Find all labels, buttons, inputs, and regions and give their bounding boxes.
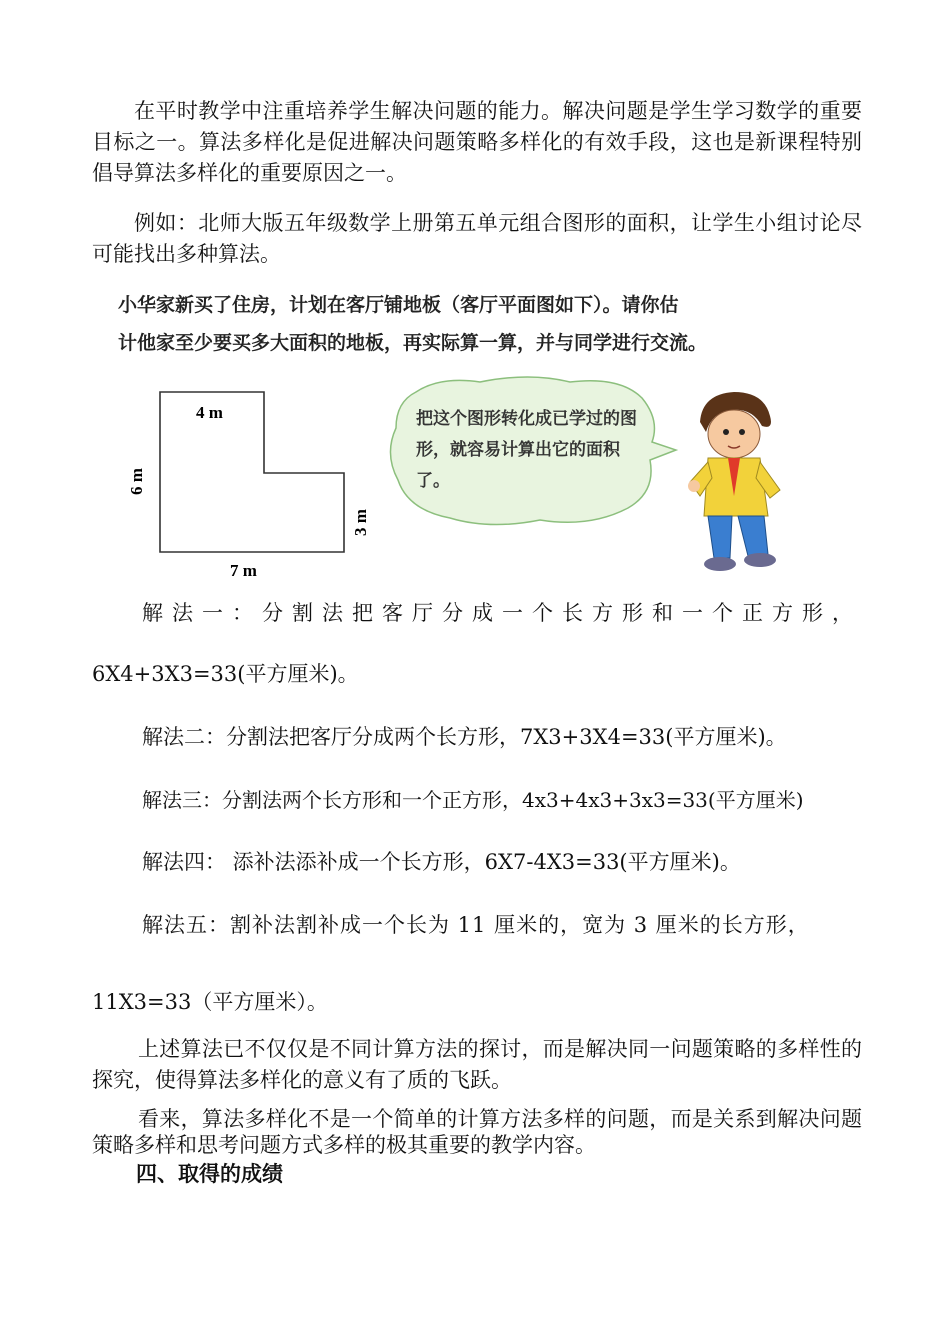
solution-1-line1: 解法一：分割法把客厅分成一个长方形和一个正方形，	[142, 601, 862, 625]
boy-illustration	[682, 386, 792, 576]
paragraph-example: 例如：北师大版五年级数学上册第五单元组合图形的面积，让学生小组讨论尽可能找出多种算法。	[92, 211, 862, 266]
floor-plan-figure	[120, 380, 380, 585]
label-top: 4 m	[196, 403, 223, 422]
paragraph-conclusion: 看来，算法多样化不是一个简单的计算方法多样的问题，而是关系到解决问题策略多样和思考问题方式多样的极其重要的教学内容。	[92, 1107, 862, 1157]
paragraph-summary: 上述算法已不仅仅是不同计算方法的探讨，而是解决同一问题策略的多样性的探究，使得算法多样化的意义有了质的飞跃。	[92, 1037, 862, 1092]
label-bottom: 7 m	[230, 561, 257, 580]
figure-caption-line2: 计他家至少要买多大面积的地板，再实际算一算，并与同学进行交流。	[118, 332, 708, 354]
section-heading: 四、取得的成绩	[136, 1162, 283, 1186]
floor-plan-outline	[160, 392, 344, 552]
solution-5-line2: 11X3=33（平方厘米）。	[92, 990, 328, 1014]
figure-caption-line1: 小华家新买了住房，计划在客厅铺地板（客厅平面图如下）。请你估	[118, 294, 679, 316]
solution-2: 解法二：分割法把客厅分成两个长方形，7X3+3X4=33(平方厘米)。	[142, 725, 787, 749]
label-right: 3 m	[351, 509, 370, 536]
solution-4: 解法四： 添补法添补成一个长方形，6X7-4X3=33(平方厘米)。	[142, 850, 741, 874]
speech-bubble-text: 把这个图形转化成已学过的图形，就容易计算出它的面积了。	[416, 409, 637, 491]
solution-1-line2: 6X4+3X3=33(平方厘米)。	[92, 662, 359, 686]
solution-3: 解法三：分割法两个长方形和一个正方形，4x3+4x3+3x3=33(平方厘米)	[142, 788, 804, 812]
paragraph-intro: 在平时教学中注重培养学生解决问题的能力。解决问题是学生学习数学的重要目标之一。算法多样化是促进解决问题策略多样化的有效手段，这也是新课程特别倡导算法多样化的重要原因之一。	[92, 99, 862, 185]
solution-5-line1: 解法五：割补法割补成一个长为 11 厘米的，宽为 3 厘米的长方形，	[142, 913, 810, 937]
label-left: 6 m	[127, 468, 146, 495]
